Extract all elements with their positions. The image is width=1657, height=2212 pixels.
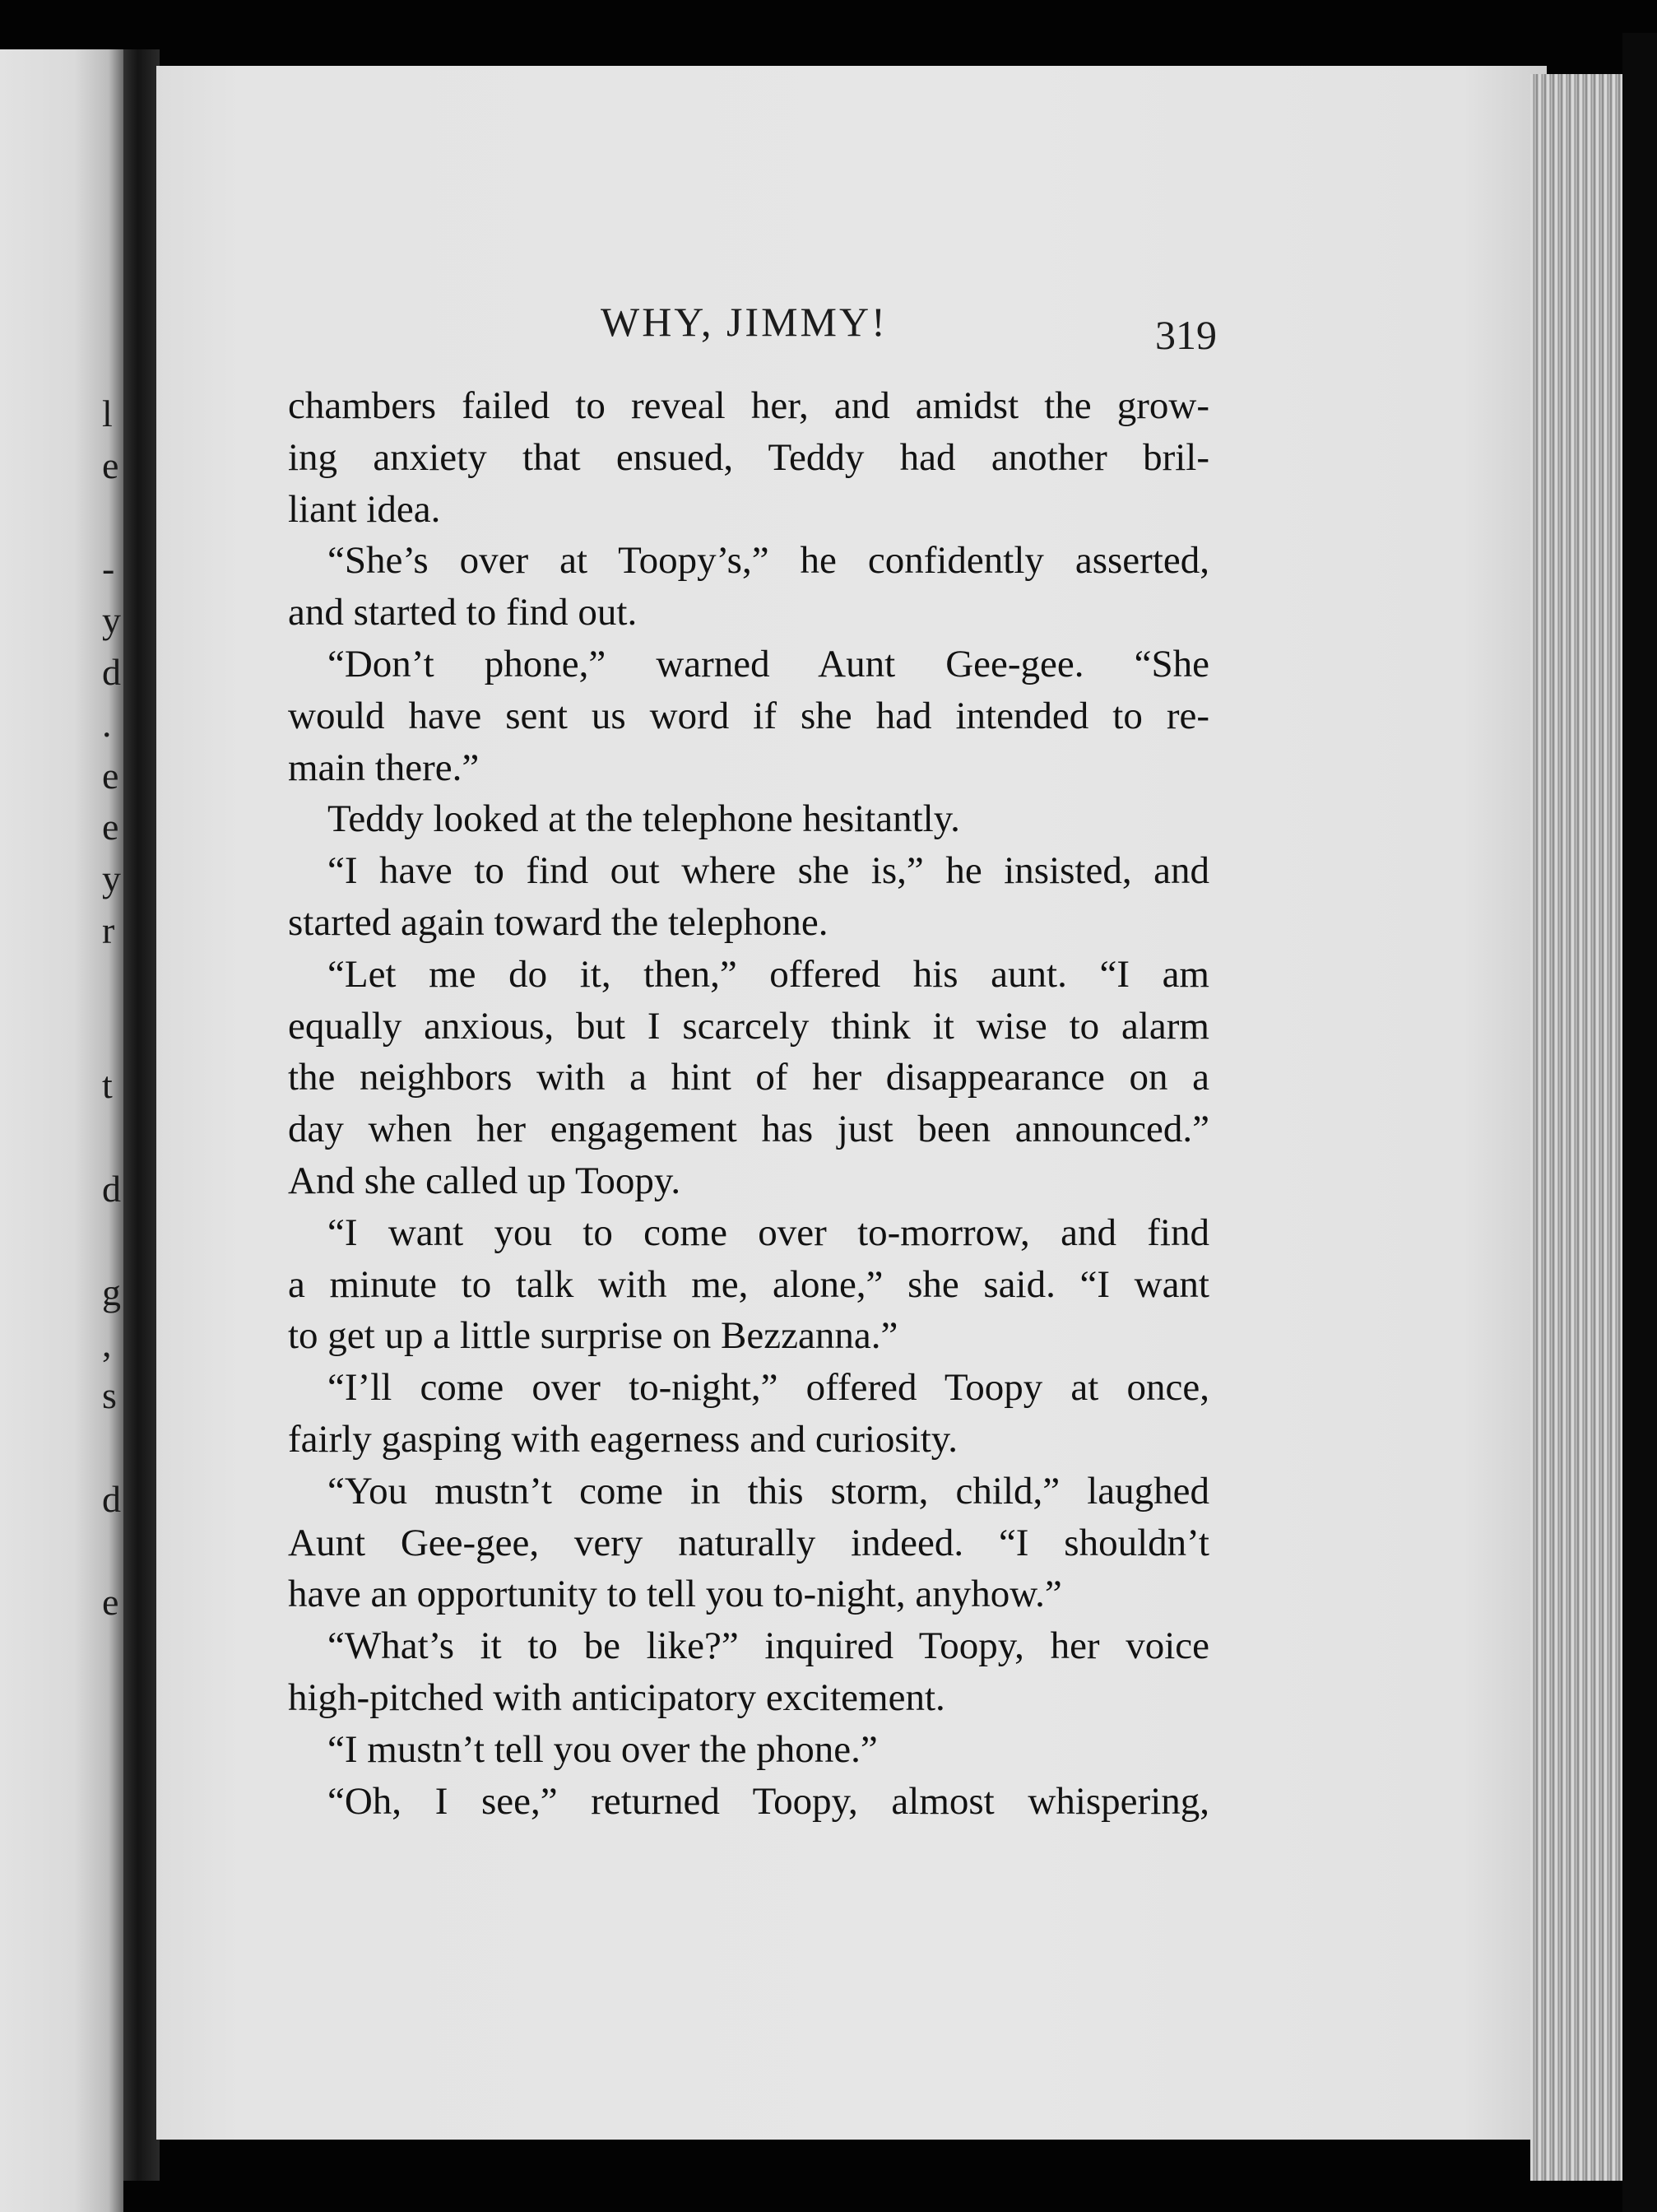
text-line: “Don’t phone,” warned Aunt Gee-gee. “She	[327, 642, 1209, 685]
text-line: have an opportunity to tell you to-night, anyhow.”	[288, 1573, 1062, 1616]
text-line: “She’s over at Toopy’s,” he confidently asserted,	[327, 539, 1209, 583]
text-line: And she called up Toopy.	[288, 1159, 681, 1202]
text-line: equally anxious, but I scarcely think it wise to alarm	[288, 1004, 1209, 1048]
text-line: a minute to talk with me, alone,” she said. “I want	[288, 1262, 1209, 1306]
facing-page-fragment: d	[102, 1168, 121, 1210]
text-line: fairly gasping with eagerness and curiosity.	[288, 1417, 958, 1461]
page-edge-stack	[1530, 74, 1622, 2181]
book-gutter	[123, 49, 160, 2181]
text-line: “Let me do it, then,” offered his aunt. “I am	[327, 952, 1209, 996]
text-line: “I want you to come over to-morrow, and find	[327, 1211, 1209, 1254]
text-line: “I mustn’t tell you over the phone.”	[327, 1727, 878, 1771]
body-text	[288, 380, 1209, 1827]
facing-page-fragment: d	[102, 651, 121, 693]
text-line: would have sent us word if she had intended to re-	[288, 694, 1209, 737]
running-head: WHY, JIMMY!	[601, 299, 888, 345]
facing-page-fragment: d	[102, 1477, 121, 1520]
facing-page-fragment: e	[102, 444, 119, 486]
facing-page-fragment: g	[102, 1271, 121, 1313]
facing-page	[0, 49, 123, 2212]
text-line: the neighbors with a hint of her disappearance on a	[288, 1056, 1209, 1099]
text-line: to get up a little surprise on Bezzanna.”	[288, 1314, 898, 1358]
facing-page-fragment: l	[102, 393, 113, 434]
text-line: liant idea.	[288, 487, 441, 531]
facing-page-fragment: r	[102, 909, 115, 951]
text-line: “You mustn’t come in this storm, child,” laughed	[327, 1469, 1209, 1513]
text-line: “What’s it to be like?” inquired Toopy, her voice	[327, 1624, 1209, 1668]
facing-page-fragment: ,	[102, 1322, 112, 1365]
book-cover-edge	[1622, 33, 1657, 2212]
text-line: main there.”	[288, 746, 480, 789]
text-line: “I’ll come over to-night,” offered Toopy at once,	[327, 1366, 1209, 1410]
text-line: high-pitched with anticipatory excitement.	[288, 1675, 945, 1719]
facing-page-fragment: -	[102, 547, 115, 590]
text-line: ing anxiety that ensued, Teddy had another bril-	[288, 435, 1209, 479]
text-line: “Oh, I see,” returned Toopy, almost whispering,	[327, 1779, 1209, 1823]
text-line: “I have to find out where she is,” he insisted, and	[327, 849, 1209, 893]
facing-page-fragment: t	[102, 1064, 113, 1107]
text-line: Teddy looked at the telephone hesitantly.	[327, 797, 960, 841]
facing-page-fragment: e	[102, 754, 119, 797]
text-line: Aunt Gee-gee, very naturally indeed. “I shouldn’t	[288, 1521, 1209, 1564]
facing-page-fragment: y	[102, 857, 121, 900]
facing-page-fragment: e	[102, 1581, 119, 1624]
facing-page-fragment: .	[102, 702, 112, 745]
text-line: started again toward the telephone.	[288, 900, 828, 944]
facing-page-fragment: s	[102, 1374, 117, 1417]
text-line: chambers failed to reveal her, and amidst the grow-	[288, 384, 1209, 427]
page-number: 319	[1155, 312, 1217, 358]
facing-page-fragment: y	[102, 599, 121, 642]
text-line: and started to find out.	[288, 591, 638, 634]
text-line: day when her engagement has just been announced.”	[288, 1108, 1209, 1151]
facing-page-fragment: e	[102, 806, 119, 848]
